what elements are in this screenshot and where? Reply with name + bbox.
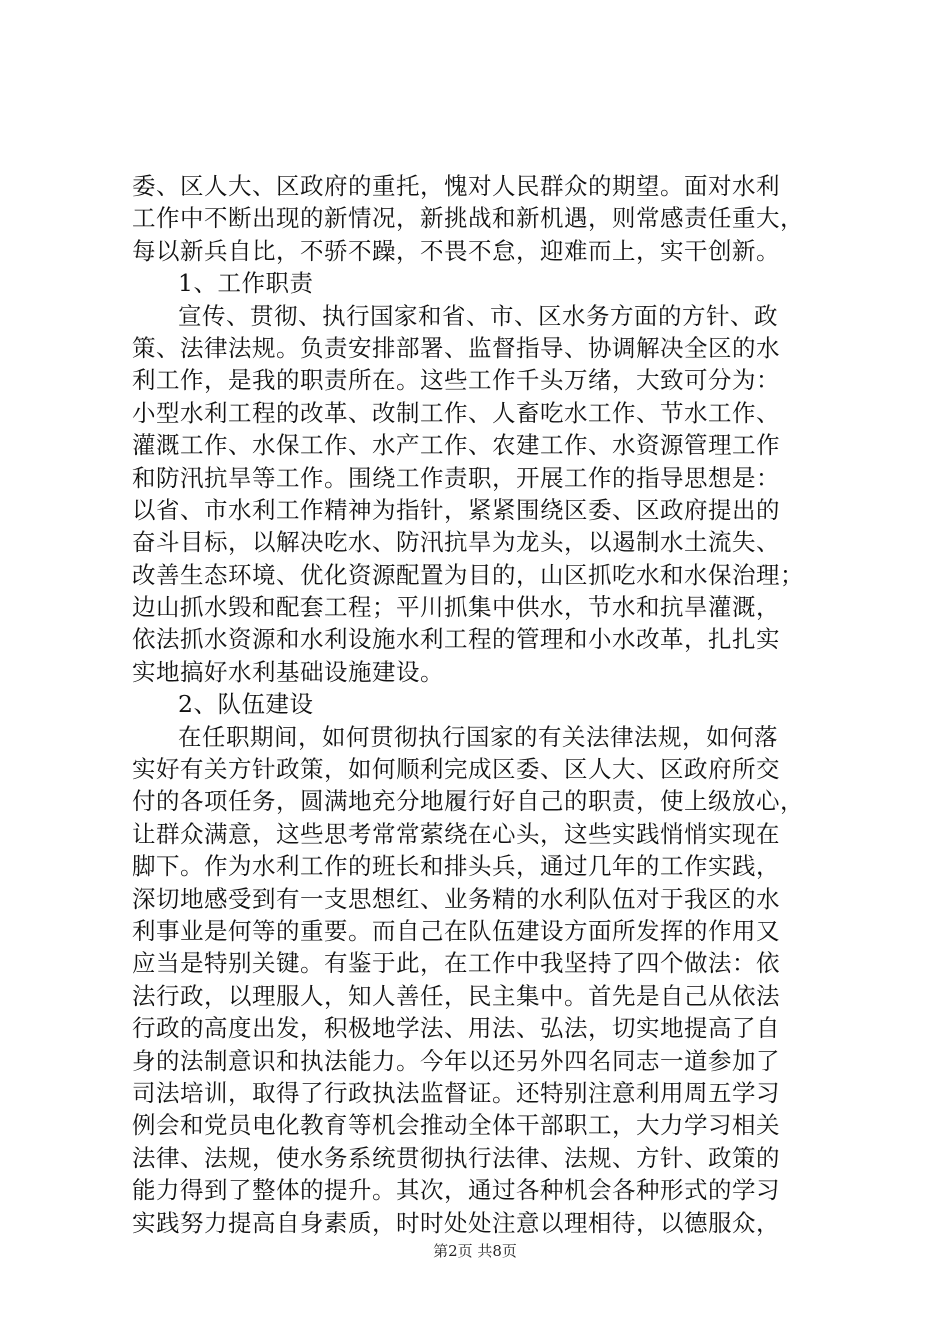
text-line: 实地搞好水利基础设施建设。 xyxy=(132,657,444,686)
text-line: 边山抓水毁和配套工程；平川抓集中供水，节水和抗旱灌溉， xyxy=(132,593,780,622)
text-line: 改善生态环境、优化资源配置为目的，山区抓吃水和水保治理； xyxy=(132,560,804,589)
text-line: 行政的高度出发，积极地学法、用法、弘法，切实地提高了自 xyxy=(132,1014,780,1043)
text-line: 在任职期间，如何贯彻执行国家的有关法律法规，如何落 xyxy=(178,722,778,751)
document-body xyxy=(132,170,832,1239)
text-line: 和防汛抗旱等工作。围绕工作责职，开展工作的指导思想是： xyxy=(132,463,780,492)
section-heading-duties: 1、工作职责 xyxy=(178,269,314,298)
page-number-footer: 第2页 共8页 xyxy=(433,1242,517,1260)
text-line: 利事业是何等的重要。而自己在队伍建设方面所发挥的作用又 xyxy=(132,916,780,945)
text-line: 能力得到了整体的提升。其次，通过各种机会各种形式的学习 xyxy=(132,1176,780,1205)
text-line: 脚下。作为水利工作的班长和排头兵，通过几年的工作实践， xyxy=(132,852,780,881)
text-line: 利工作，是我的职责所在。这些工作千头万绪，大致可分为： xyxy=(132,366,780,395)
text-line: 应当是特别关键。有鉴于此，在工作中我坚持了四个做法：依 xyxy=(132,949,780,978)
text-line: 小型水利工程的改革、改制工作、人畜吃水工作、节水工作、 xyxy=(132,398,780,427)
text-line: 实践努力提高自身素质，时时处处注意以理相待，以德服众， xyxy=(132,1208,780,1237)
text-line: 策、法律法规。负责安排部署、监督指导、协调解决全区的水 xyxy=(132,333,780,362)
text-line: 每以新兵自比，不骄不躁，不畏不怠，迎难而上，实干创新。 xyxy=(132,236,780,265)
text-line: 宣传、贯彻、执行国家和省、市、区水务方面的方针、政 xyxy=(178,301,778,330)
text-line: 深切地感受到有一支思想红、业务精的水利队伍对于我区的水 xyxy=(132,884,780,913)
text-line: 让群众满意，这些思考常常萦绕在心头，这些实践悄悄实现在 xyxy=(132,819,780,848)
text-line: 依法抓水资源和水利设施水利工程的管理和小水改革，扎扎实 xyxy=(132,625,780,654)
text-line: 身的法制意识和执法能力。今年以还另外四名同志一道参加了 xyxy=(132,1046,780,1075)
section-heading-team: 2、队伍建设 xyxy=(178,690,314,719)
text-line: 委、区人大、区政府的重托，愧对人民群众的期望。面对水利 xyxy=(132,172,780,200)
text-line: 例会和党员电化教育等机会推动全体干部职工，大力学习相关 xyxy=(132,1111,780,1140)
text-line: 实好有关方针政策，如何顺利完成区委、区人大、区政府所交 xyxy=(132,755,780,784)
text-line: 法行政，以理服人，知人善任，民主集中。首先是自己从依法 xyxy=(132,981,780,1010)
text-line: 司法培训，取得了行政执法监督证。还特别注意利用周五学习 xyxy=(132,1078,780,1107)
text-line: 以省、市水利工作精神为指针，紧紧围绕区委、区政府提出的 xyxy=(132,495,780,524)
text-line: 法律、法规，使水务系统贯彻执行法律、法规、方针、政策的 xyxy=(132,1143,780,1172)
text-line: 工作中不断出现的新情况，新挑战和新机遇，则常感责任重大， xyxy=(132,204,804,233)
text-line: 奋斗目标，以解决吃水、防汛抗旱为龙头，以遏制水土流失、 xyxy=(132,528,780,557)
text-line: 灌溉工作、水保工作、水产工作、农建工作、水资源管理工作 xyxy=(132,431,780,460)
text-line: 付的各项任务，圆满地充分地履行好自己的职责，使上级放心， xyxy=(132,787,804,816)
